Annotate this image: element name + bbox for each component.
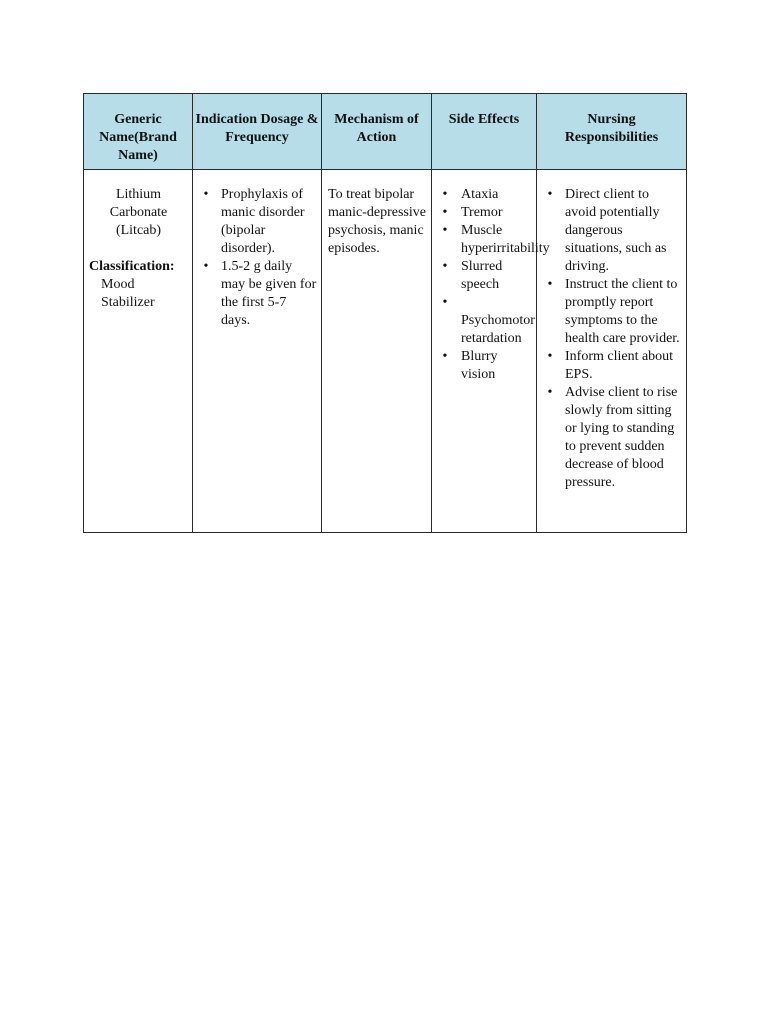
cell-side-effects <box>432 170 550 533</box>
list-item: • Tremor <box>442 205 503 220</box>
side-effect-text: Psychomotor retardation <box>461 313 535 346</box>
side-effect-text: Muscle hyperirritability <box>461 223 550 256</box>
list-item: • Ataxia <box>442 187 499 202</box>
header-indication-dosage: Indication Dosage & Frequency <box>193 94 322 170</box>
cell-mechanism <box>322 170 432 533</box>
list-item: • <box>442 295 448 310</box>
table-header-row <box>84 94 687 170</box>
nursing-text: Advise client to rise slowly from sitting or lying to standing to prevent sudden decrease of blood pressure. <box>565 385 678 490</box>
drug-study-table <box>83 93 687 533</box>
classification-value: Mood Stabilizer <box>101 277 155 310</box>
list-item: • Prophylaxis of manic disorder (bipolar disorder). <box>203 187 305 256</box>
list-item: • 1.5-2 g daily may be given for the first 5-7 days. <box>203 259 317 328</box>
side-effect-text: Slurred speech <box>461 259 503 292</box>
nursing-text: Instruct the client to promptly report symptoms to the health care provider. <box>565 277 680 346</box>
list-item: • Muscle hyperirritability <box>442 223 550 256</box>
cell-generic-name <box>84 170 193 533</box>
classification-label: Classification: <box>89 259 175 274</box>
list-item: • Blurry vision <box>442 349 498 382</box>
list-item: • Slurred speech <box>442 259 503 292</box>
classification-block <box>89 258 188 312</box>
header-generic-name: Generic Name(Brand Name) <box>84 94 193 170</box>
list-item: • Inform client about EPS. <box>547 349 674 382</box>
list-item: • Direct client to avoid potentially dangerous situations, such as driving. <box>547 187 667 274</box>
nursing-list <box>542 186 682 492</box>
nursing-text: Inform client about EPS. <box>565 349 674 382</box>
indication-text: 1.5-2 g daily may be given for the first 5-7 days. <box>221 259 317 328</box>
cell-nursing <box>537 170 687 533</box>
indication-text: Prophylaxis of manic disorder (bipolar disorder). <box>221 187 305 256</box>
side-effect-text: Tremor <box>461 205 503 220</box>
header-mechanism: Mechanism of Action <box>322 94 432 170</box>
nursing-text: Direct client to avoid potentially dangerous situations, such as driving. <box>565 187 667 274</box>
side-effect-text: Ataxia <box>461 187 499 202</box>
generic-name-text: Lithium Carbonate (Litcab) <box>109 187 168 238</box>
header-nursing: Nursing Responsibilities <box>537 94 687 170</box>
mechanism-text: To treat bipolar manic-depressive psychosis, manic episodes. <box>328 187 426 256</box>
indication-list <box>198 186 317 330</box>
side-effects-list <box>437 186 550 384</box>
header-side-effects: Side Effects <box>432 94 537 170</box>
table-row <box>84 170 687 533</box>
list-item: • Instruct the client to promptly report symptoms to the health care provider. <box>547 277 680 346</box>
list-item: • Advise client to rise slowly from sitting or lying to standing to prevent sudden decrease of blood pressure. <box>547 385 678 490</box>
cell-indication <box>193 170 322 533</box>
side-effect-text: Blurry vision <box>461 349 498 382</box>
list-item <box>437 312 535 348</box>
